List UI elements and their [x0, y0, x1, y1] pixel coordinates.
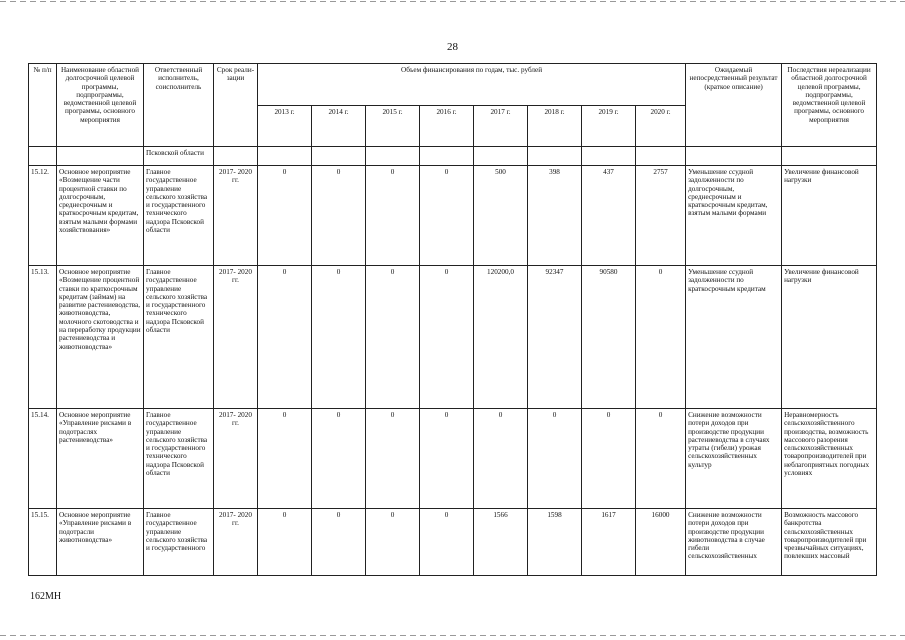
cell-value: 0	[636, 266, 686, 409]
cell-value: 0	[636, 409, 686, 509]
cell-value: 1598	[528, 509, 582, 576]
header-year: 2020 г.	[636, 105, 686, 147]
table-row	[29, 509, 877, 576]
cell-value: 0	[312, 166, 366, 266]
cell-value	[366, 147, 420, 166]
cell-name: Основное мероприятие «Возмещение процентной ставки по краткосрочным кредитам (займам) на развитие растениеводства, животноводства, молочного скотоводства и на переработку продукции растениеводства и животноводства»	[57, 266, 144, 409]
footer-code: 162МН	[30, 591, 62, 602]
cell-term	[214, 147, 258, 166]
header-year: 2019 г.	[582, 105, 636, 147]
cell-value: 90580	[582, 266, 636, 409]
cell-executor: Псковской области	[144, 147, 214, 166]
cell-value: 1566	[474, 509, 528, 576]
header-year: 2017 г.	[474, 105, 528, 147]
cell-value: 0	[582, 409, 636, 509]
continuation-row	[29, 147, 877, 166]
scan-bottom-edge	[0, 635, 905, 636]
cell-value	[474, 147, 528, 166]
header-consequences: Последствия нереализации областной долгосрочной целевой программы, подпрограммы, ведомственной целевой программы, основного мероприятия	[782, 64, 877, 147]
cell-num: 15.15.	[29, 509, 57, 576]
cell-value: 398	[528, 166, 582, 266]
cell-executor: Главное государственное управление сельского хозяйства и государственного	[144, 509, 214, 576]
financing-table	[28, 63, 877, 576]
cell-consequences: Увеличение финансовой нагрузки	[782, 166, 877, 266]
cell-name: Основное мероприятие «Возмещение части процентной ставки по долгосрочным, среднесрочным и краткосрочным кредитам, взятым малыми формами хозяйствования»	[57, 166, 144, 266]
cell-value: 120200,0	[474, 266, 528, 409]
cell-consequences	[782, 147, 877, 166]
cell-executor: Главное государственное управление сельского хозяйства и государственного технического надзора Псковской области	[144, 266, 214, 409]
table-row	[29, 266, 877, 409]
header-year: 2014 г.	[312, 105, 366, 147]
header-row-1	[29, 64, 877, 106]
cell-value	[420, 147, 474, 166]
cell-value: 0	[366, 509, 420, 576]
cell-result: Уменьшение ссудной задолженности по краткосрочным кредитам	[686, 266, 782, 409]
cell-value: 437	[582, 166, 636, 266]
cell-value: 92347	[528, 266, 582, 409]
cell-value: 0	[312, 409, 366, 509]
cell-value: 0	[258, 266, 312, 409]
header-year: 2015 г.	[366, 105, 420, 147]
cell-value: 0	[366, 266, 420, 409]
cell-consequences: Неравномерность сельскохозяйственного производства, возможность массового разорения сельскохозяйственных товаропроизводителей при неблагоприятных погодных условиях	[782, 409, 877, 509]
cell-value: 1617	[582, 509, 636, 576]
cell-consequences: Увеличение финансовой нагрузки	[782, 266, 877, 409]
cell-value	[582, 147, 636, 166]
cell-name	[57, 147, 144, 166]
header-funding-group: Объем финансирования по годам, тыс. рублей	[258, 64, 686, 106]
cell-name: Основное мероприятие «Управление рисками в подотрасли животноводства»	[57, 509, 144, 576]
table-row	[29, 409, 877, 509]
cell-num: 15.14.	[29, 409, 57, 509]
cell-value	[258, 147, 312, 166]
header-year: 2013 г.	[258, 105, 312, 147]
cell-result: Снижение возможности потери доходов при производстве продукции растениеводства в случаях утраты (гибели) урожая сельскохозяйственных культур	[686, 409, 782, 509]
cell-value	[312, 147, 366, 166]
cell-term: 2017- 2020 гг.	[214, 266, 258, 409]
header-term: Срок реали- зации	[214, 64, 258, 147]
cell-result	[686, 147, 782, 166]
cell-value: 0	[366, 166, 420, 266]
cell-value: 0	[420, 166, 474, 266]
cell-result: Уменьшение ссудной задолженности по долгосрочным, среднесрочным и краткосрочным кредитам, взятым малыми формами	[686, 166, 782, 266]
cell-term: 2017- 2020 гг.	[214, 166, 258, 266]
header-year: 2016 г.	[420, 105, 474, 147]
cell-value	[636, 147, 686, 166]
cell-value: 0	[312, 509, 366, 576]
cell-value: 0	[474, 409, 528, 509]
cell-value: 0	[528, 409, 582, 509]
cell-name: Основное мероприятие «Управление рисками в подотраслях растениеводства»	[57, 409, 144, 509]
cell-term: 2017- 2020 гг.	[214, 509, 258, 576]
cell-result: Снижение возможности потери доходов при производстве продукции животноводства в случае гибели сельскохозяйственных	[686, 509, 782, 576]
cell-value: 0	[420, 266, 474, 409]
cell-value: 0	[420, 409, 474, 509]
header-executor: Ответственный исполнитель, соисполнитель	[144, 64, 214, 147]
cell-value: 0	[258, 509, 312, 576]
cell-value	[528, 147, 582, 166]
cell-value: 500	[474, 166, 528, 266]
scan-top-edge	[0, 1, 905, 2]
table-row	[29, 166, 877, 266]
cell-term: 2017- 2020 гг.	[214, 409, 258, 509]
cell-consequences: Возможность массового банкротства сельскохозяйственных товаропроизводителей при чрезвычайных ситуациях, повлекших массовый	[782, 509, 877, 576]
cell-value: 2757	[636, 166, 686, 266]
cell-executor: Главное государственное управление сельского хозяйства и государственного технического надзора Псковской области	[144, 166, 214, 266]
header-result: Ожидаемый непосредственный результат (краткое описание)	[686, 64, 782, 147]
header-name: Наименование областной долгосрочной целевой программы, подпрограммы, ведомственной целевой программы, основного мероприятия	[57, 64, 144, 147]
cell-value: 0	[258, 409, 312, 509]
cell-num	[29, 147, 57, 166]
cell-value: 0	[366, 409, 420, 509]
cell-value: 0	[312, 266, 366, 409]
header-num: № п/п	[29, 64, 57, 147]
page-number: 28	[447, 41, 458, 53]
cell-num: 15.13.	[29, 266, 57, 409]
cell-executor: Главное государственное управление сельского хозяйства и государственного технического надзора Псковской области	[144, 409, 214, 509]
cell-num: 15.12.	[29, 166, 57, 266]
cell-value: 0	[258, 166, 312, 266]
cell-value: 16000	[636, 509, 686, 576]
cell-value: 0	[420, 509, 474, 576]
header-year: 2018 г.	[528, 105, 582, 147]
